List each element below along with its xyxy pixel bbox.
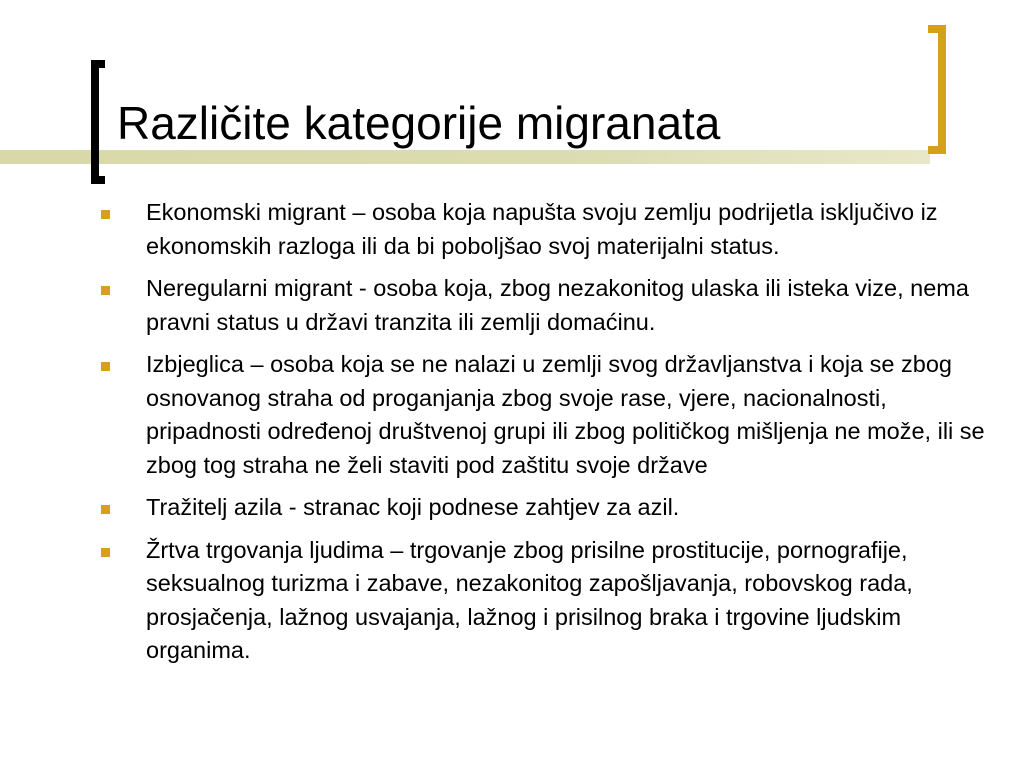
bullet-text: Ekonomski migrant – osoba koja napušta svoju zemlju podrijetla isključivo iz ekonomskih razloga ili da bi poboljšao svoj materijalni status. xyxy=(146,199,938,259)
square-bullet-icon xyxy=(101,505,110,514)
bullet-text: Izbjeglica – osoba koja se ne nalazi u zemlji svog državljanstva i koja se zbog osnovanog straha od proganjanja zbog svoje rase, vjere, nacionalnosti, pripadnosti određenoj društvenoj grupi ili zbog političkog mišljenja ne može, ili se zbog tog straha ne želi staviti pod zaštitu svoje države xyxy=(146,351,985,478)
bullet-item xyxy=(96,534,996,668)
title-underline-band xyxy=(0,150,930,164)
slide-title: Različite kategorije migranata xyxy=(117,98,728,149)
bullet-item xyxy=(96,491,996,525)
bullet-item xyxy=(96,348,996,482)
bullet-item xyxy=(96,196,996,263)
bullet-item xyxy=(96,272,996,339)
square-bullet-icon xyxy=(101,362,110,371)
bullet-text: Žrtva trgovanja ljudima – trgovanje zbog prisilne prostitucije, pornografije, seksualnog turizma i zabave, nezakonitog zapošljavanja, robovskog rada, prosjačenja, lažnog usvajanja, lažnog i prisilnog braka i trgovine ljudskim organima. xyxy=(146,536,913,663)
bullet-list xyxy=(96,196,996,677)
right-bracket-decoration xyxy=(928,25,946,154)
square-bullet-icon xyxy=(101,286,110,295)
left-bracket-decoration xyxy=(91,60,105,184)
square-bullet-icon xyxy=(101,210,110,219)
square-bullet-icon xyxy=(101,548,110,557)
bullet-text: Tražitelj azila - stranac koji podnese zahtjev za azil. xyxy=(146,494,680,520)
bullet-text: Neregularni migrant - osoba koja, zbog nezakonitog ulaska ili isteka vize, nema pravni status u državi tranzita ili zemlji domaćinu. xyxy=(146,275,969,335)
